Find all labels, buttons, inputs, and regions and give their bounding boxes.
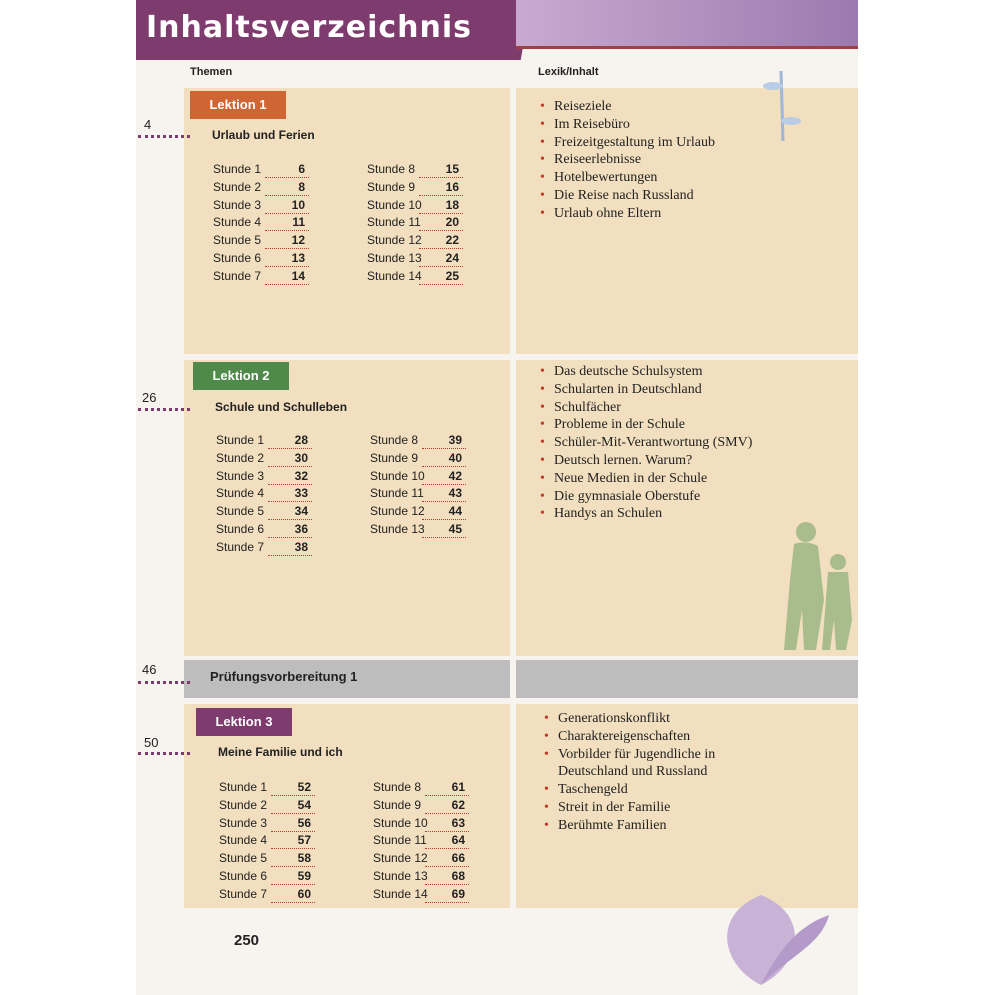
lexik-item: • Urlaub ohne Eltern — [540, 205, 715, 223]
stunde-entry[interactable] — [370, 469, 470, 485]
stunde-label: Stunde 12 — [370, 504, 425, 519]
stunde-label: Stunde 3 — [213, 197, 262, 212]
stunde-dots — [419, 177, 463, 178]
lexik-item: • Neue Medien in der Schule — [540, 470, 752, 488]
stunde-page: 69 — [451, 886, 465, 901]
lexik-item: • Im Reisebüro — [540, 116, 715, 134]
page-number: 250 — [234, 932, 260, 949]
stunde-page: 68 — [451, 869, 465, 883]
stunde-page: 24 — [445, 251, 459, 265]
stunde-entry[interactable] — [219, 887, 319, 903]
stunde-label: Stunde 3 — [216, 468, 265, 483]
stunde-dots — [265, 177, 309, 178]
stunde-entry[interactable] — [370, 522, 470, 538]
stunde-page: 34 — [294, 504, 308, 519]
stunde-dots — [419, 195, 463, 196]
stunde-page: 59 — [297, 869, 311, 883]
stunde-entry[interactable] — [219, 816, 319, 832]
stunde-page: 56 — [297, 815, 311, 830]
stunde-label: Stunde 7 — [213, 268, 262, 283]
stunde-dots — [425, 848, 469, 849]
pruefung-dots — [138, 681, 190, 684]
lexik-item: • Schüler-Mit-Verantwortung (SMV) — [540, 434, 752, 452]
stunde-entry[interactable] — [216, 540, 316, 556]
stunde-dots — [422, 519, 466, 520]
lesson-1-page: 4 — [144, 117, 152, 132]
stunde-entry[interactable] — [216, 522, 316, 538]
stunde-label: Stunde 13 — [373, 869, 428, 883]
stunde-page: 40 — [448, 450, 462, 465]
lesson-3-subtitle: Meine Familie und ich — [218, 745, 343, 759]
lexik-item: • Charaktereigenschaften — [544, 728, 715, 746]
stunde-page: 45 — [448, 522, 462, 536]
stunde-dots — [425, 813, 469, 814]
stunde-dots — [419, 248, 463, 249]
stunde-page: 18 — [445, 197, 459, 212]
stunde-page: 11 — [292, 215, 305, 230]
stunde-dots — [419, 284, 463, 285]
lesson-2-lexik-list — [540, 363, 752, 523]
lexik-item: • Schularten in Deutschland — [540, 381, 752, 399]
stunde-dots — [271, 884, 315, 885]
stunde-dots — [265, 213, 309, 214]
stunde-dots — [425, 902, 469, 903]
stunde-dots — [419, 230, 463, 231]
stunde-entry[interactable] — [370, 486, 470, 502]
stunde-label: Stunde 5 — [216, 504, 265, 519]
stunde-dots — [268, 484, 312, 485]
stunde-label: Stunde 8 — [373, 780, 422, 794]
stunde-label: Stunde 13 — [370, 522, 425, 536]
stunde-page: 22 — [445, 233, 459, 248]
stunde-page: 15 — [445, 162, 459, 176]
stunde-entry[interactable] — [219, 780, 319, 796]
stunde-page: 6 — [298, 162, 305, 176]
stunde-dots — [271, 813, 315, 814]
stunde-label: Stunde 14 — [367, 268, 422, 283]
stunde-entry[interactable] — [373, 851, 473, 867]
stunde-page: 66 — [451, 851, 465, 866]
lexik-item: • Reiseerlebnisse — [540, 151, 715, 169]
stunde-label: Stunde 8 — [370, 433, 419, 447]
stunde-dots — [268, 537, 312, 538]
lexik-item: • Freizeitgestaltung im Urlaub — [540, 134, 715, 152]
stunde-page: 12 — [291, 233, 305, 248]
title-decoration — [516, 0, 858, 46]
stunde-label: Stunde 11 — [370, 486, 424, 501]
stunde-entry[interactable] — [219, 851, 319, 867]
stunde-dots — [265, 266, 309, 267]
stunde-page: 13 — [291, 251, 305, 265]
stunde-label: Stunde 3 — [219, 815, 268, 830]
stunde-dots — [422, 484, 466, 485]
lexik-item: • Schulfächer — [540, 399, 752, 417]
stunde-dots — [425, 866, 469, 867]
stunde-label: Stunde 8 — [367, 162, 416, 176]
stunde-label: Stunde 4 — [216, 486, 265, 501]
stunde-page: 63 — [451, 815, 465, 830]
stunde-page: 30 — [294, 450, 308, 465]
stunde-label: Stunde 6 — [219, 869, 268, 883]
stunde-page: 52 — [297, 780, 311, 794]
stunde-dots — [265, 230, 309, 231]
stunde-page: 43 — [448, 486, 462, 501]
stunde-label: Stunde 4 — [219, 833, 268, 848]
stunde-dots — [425, 795, 469, 796]
stunde-entry[interactable] — [213, 269, 313, 285]
lexik-item: • Vorbilder für Jugendliche in — [544, 746, 715, 764]
stunde-label: Stunde 14 — [373, 886, 428, 901]
stunde-label: Stunde 4 — [213, 215, 262, 230]
stunde-entry[interactable] — [367, 198, 467, 214]
stunde-entry[interactable] — [367, 162, 467, 178]
lexik-item: • Die gymnasiale Oberstufe — [540, 488, 752, 506]
stunde-page: 42 — [448, 468, 462, 483]
stunde-label: Stunde 2 — [216, 450, 265, 465]
stunde-label: Stunde 13 — [367, 251, 422, 265]
stunde-entry[interactable] — [219, 798, 319, 814]
stunde-label: Stunde 7 — [219, 886, 268, 901]
stunde-dots — [425, 831, 469, 832]
stunde-dots — [265, 195, 309, 196]
stunde-label: Stunde 5 — [219, 851, 268, 866]
lesson-2-subtitle: Schule und Schulleben — [215, 400, 348, 414]
title-band — [136, 0, 506, 60]
lesson-3-tab[interactable]: Lektion 3 — [196, 708, 292, 736]
stunde-dots — [419, 266, 463, 267]
stunde-dots — [271, 848, 315, 849]
stunde-page: 62 — [451, 797, 465, 812]
stunde-entry[interactable] — [370, 451, 470, 467]
stunde-page: 25 — [445, 268, 459, 283]
stunde-dots — [265, 284, 309, 285]
stunde-dots — [271, 795, 315, 796]
stunde-label: Stunde 2 — [219, 797, 268, 812]
stunde-entry[interactable] — [373, 887, 473, 903]
stunde-dots — [268, 466, 312, 467]
stunde-page: 44 — [448, 504, 462, 519]
lexik-item: • Reiseziele — [540, 98, 715, 116]
stunde-entry[interactable] — [213, 251, 313, 267]
stunde-label: Stunde 10 — [373, 815, 428, 830]
lexik-item: • Die Reise nach Russland — [540, 187, 715, 205]
stunde-label: Stunde 12 — [373, 851, 428, 866]
stunde-dots — [271, 831, 315, 832]
stunde-entry[interactable] — [367, 233, 467, 249]
pruefung-page: 46 — [142, 662, 157, 677]
lexik-item: • Probleme in der Schule — [540, 416, 752, 434]
stunde-entry[interactable] — [370, 504, 470, 520]
stunde-entry[interactable] — [373, 798, 473, 814]
stunde-page: 28 — [294, 433, 308, 447]
stunde-label: Stunde 9 — [367, 179, 416, 194]
stunde-entry[interactable] — [213, 233, 313, 249]
stunde-dots — [422, 448, 466, 449]
lesson-2-tab[interactable]: Lektion 2 — [193, 362, 289, 390]
stunde-dots — [268, 501, 312, 502]
lesson-3-lexik-list — [544, 710, 715, 835]
pruefung-label[interactable]: Prüfungsvorbereitung 1 — [210, 669, 358, 684]
stunde-dots — [271, 902, 315, 903]
stunde-page: 10 — [291, 197, 305, 212]
stunde-entry[interactable] — [373, 816, 473, 832]
stunde-dots — [422, 501, 466, 502]
stunde-dots — [422, 537, 466, 538]
lexik-item: • Streit in der Familie — [544, 799, 715, 817]
stunde-page: 20 — [445, 215, 459, 230]
lexik-item: • Deutsch lernen. Warum? — [540, 452, 752, 470]
stunde-label: Stunde 11 — [373, 833, 427, 848]
stunde-label: Stunde 9 — [370, 450, 419, 465]
stunde-entry[interactable] — [216, 504, 316, 520]
stunde-entry[interactable] — [216, 486, 316, 502]
stunde-page: 39 — [448, 433, 462, 447]
dragonfly-icon — [761, 66, 801, 146]
stunde-entry[interactable] — [367, 215, 467, 231]
lesson-1-tab[interactable]: Lektion 1 — [190, 91, 286, 119]
stunde-label: Stunde 10 — [367, 197, 422, 212]
stunde-entry[interactable] — [213, 198, 313, 214]
stunde-entry[interactable] — [367, 269, 467, 285]
stunde-page: 61 — [451, 780, 465, 794]
pruefung-band-right — [516, 660, 858, 698]
stunde-label: Stunde 1 — [216, 433, 265, 447]
stunde-label: Stunde 11 — [367, 215, 421, 230]
lesson-2-dots — [138, 408, 190, 411]
stunde-page: 8 — [298, 179, 305, 194]
stunde-page: 58 — [297, 851, 311, 866]
stunde-dots — [271, 866, 315, 867]
stunde-label: Stunde 10 — [370, 468, 425, 483]
lexik-item: • Handys an Schulen — [540, 505, 752, 523]
stunde-entry[interactable] — [216, 433, 316, 449]
page-title: Inhaltsverzeichnis — [146, 10, 473, 45]
stunde-entry[interactable] — [373, 833, 473, 849]
lesson-2-page: 26 — [142, 390, 157, 405]
stunde-page: 32 — [294, 468, 308, 483]
leaf-icon — [701, 875, 831, 995]
stunde-entry[interactable] — [219, 833, 319, 849]
stunde-page: 57 — [297, 833, 311, 848]
stunde-dots — [422, 466, 466, 467]
lesson-3-page: 50 — [144, 735, 159, 750]
column-header-lexik: Lexik/Inhalt — [538, 66, 599, 78]
stunde-entry[interactable] — [213, 215, 313, 231]
stunde-page: 33 — [294, 486, 308, 501]
stunde-label: Stunde 6 — [213, 251, 262, 265]
stunde-entry[interactable] — [367, 251, 467, 267]
stunde-entry[interactable] — [373, 780, 473, 796]
stunde-entry[interactable] — [373, 869, 473, 885]
stunde-dots — [425, 884, 469, 885]
lexik-item: • Das deutsche Schulsystem — [540, 363, 752, 381]
lesson-1-dots — [138, 135, 190, 138]
stunde-label: Stunde 5 — [213, 233, 262, 248]
stunde-label: Stunde 6 — [216, 522, 265, 536]
stunde-label: Stunde 2 — [213, 179, 262, 194]
stunde-page: 38 — [294, 539, 308, 554]
lexik-item: • Hotelbewertungen — [540, 169, 715, 187]
stunde-page: 14 — [291, 268, 305, 283]
stunde-page: 60 — [297, 886, 311, 901]
stunde-label: Stunde 12 — [367, 233, 422, 248]
stunde-page: 54 — [297, 797, 311, 812]
stunde-entry[interactable] — [216, 469, 316, 485]
stunde-dots — [265, 248, 309, 249]
lexik-item: • Generationskonflikt — [544, 710, 715, 728]
stunde-label: Stunde 1 — [219, 780, 268, 794]
stunde-label: Stunde 9 — [373, 797, 422, 812]
lexik-item: • Berühmte Familien — [544, 817, 715, 835]
stunde-label: Stunde 7 — [216, 539, 265, 554]
lesson-1-lexik-list — [540, 98, 715, 223]
lesson-1-subtitle: Urlaub und Ferien — [212, 128, 315, 142]
stunde-dots — [268, 519, 312, 520]
stunde-entry[interactable] — [216, 451, 316, 467]
stunde-dots — [419, 213, 463, 214]
stunde-label: Stunde 1 — [213, 162, 262, 176]
stunde-dots — [268, 448, 312, 449]
title-rule — [516, 46, 858, 49]
lexik-item: • Taschengeld — [544, 781, 715, 799]
column-header-themen: Themen — [190, 66, 233, 78]
stunde-entry[interactable] — [213, 180, 313, 196]
stunde-page: 16 — [445, 179, 459, 194]
lesson-3-dots — [138, 752, 190, 755]
stunde-page: 64 — [451, 833, 465, 848]
stunde-entry[interactable] — [219, 869, 319, 885]
lexik-item: Deutschland und Russland — [558, 764, 708, 780]
children-silhouette-icon — [776, 520, 856, 655]
stunde-page: 36 — [294, 522, 308, 536]
stunde-dots — [268, 555, 312, 556]
stunde-entry[interactable] — [213, 162, 313, 178]
stunde-entry[interactable] — [367, 180, 467, 196]
stunde-entry[interactable] — [370, 433, 470, 449]
